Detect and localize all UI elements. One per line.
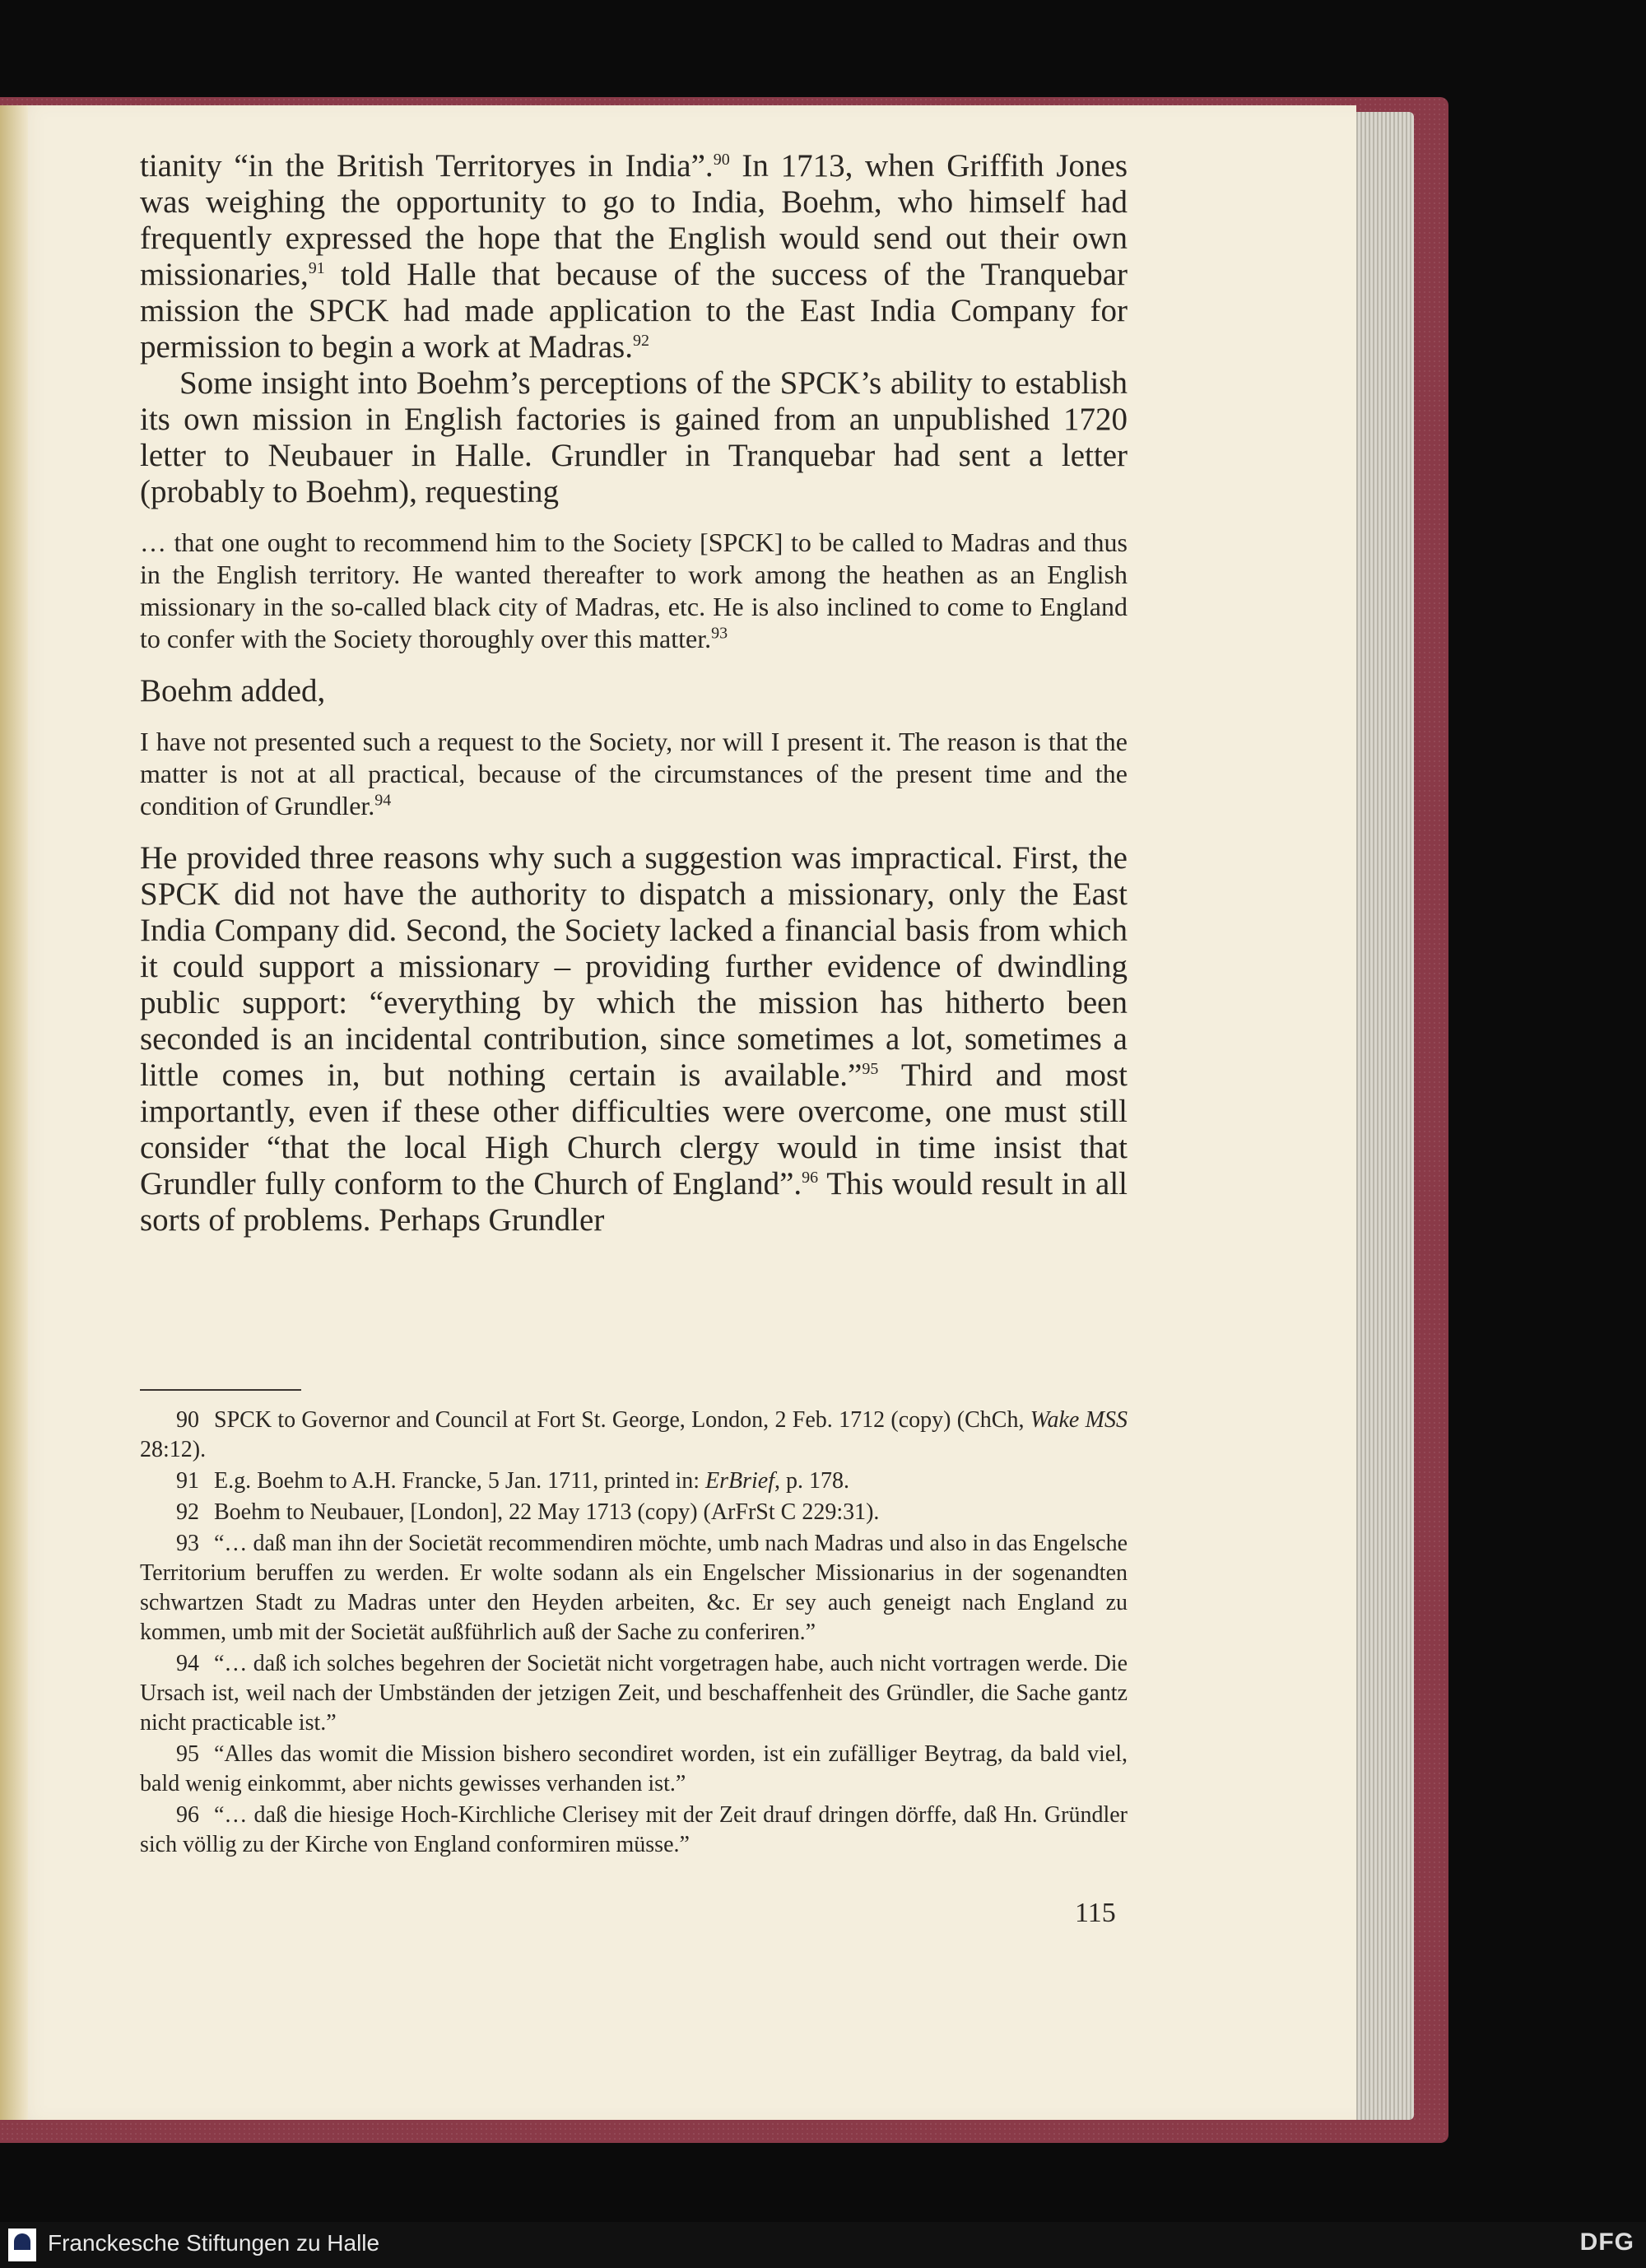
footnote-90 bbox=[140, 1406, 1128, 1465]
text-run: tianity “in the British Territoryes in India”. bbox=[140, 148, 714, 184]
text-run: told Halle that because of the success of the Tranquebar mission the SPCK had made application to the East India Company for permission to begin a work at Madras. bbox=[140, 257, 1128, 365]
footnote-number: 91 bbox=[176, 1468, 199, 1494]
footnote-text: “Alles das womit die Mission bishero secondiret worden, ist ein zufälliger Beytrag, da bald viel, bald wenig einkommt, aber nichts gewisses verhanden ist.” bbox=[140, 1741, 1128, 1796]
footnote-text: , p. 178. bbox=[774, 1468, 849, 1494]
block-quote-2 bbox=[140, 726, 1128, 822]
footnote-text: “… daß ich solches begehren der Societät nicht vorgetragen habe, auch nicht vortragen werde. Die Ursach ist, weil nach der Umbständen der jetzigen Zeit, und beschaffenheit des Gründler, die Sache gantz nicht practicable ist.” bbox=[140, 1651, 1128, 1736]
footnote-italic: Wake MSS bbox=[1030, 1407, 1128, 1433]
footnote-number: 93 bbox=[176, 1531, 199, 1556]
footnote-ref: 91 bbox=[308, 259, 325, 277]
page-gutter bbox=[0, 105, 28, 2120]
quote-text: I have not presented such a request to the Society, nor will I present it. The reason is that the matter is not at all practical, because of the circumstances of the present time and the condition of Grundler. bbox=[140, 727, 1128, 820]
text-run: He provided three reasons why such a suggestion was impractical. First, the SPCK did not have the authority to dispatch a missionary, only the East India Company did. Second, the Society lacked a financial basis from which it could support a missionary – providing further evidence of dwindling public support: “everything by which the mission has hitherto been seconded is an incidental contribution, since sometimes a lot, sometimes a little comes in, but nothing certain is available.” bbox=[140, 840, 1128, 1093]
quote-text: … that one ought to recommend him to the Society [SPCK] to be called to Madras and thus in the English territory. He wanted thereafter to work among the heathen as an English missionary in the so-called black city of Madras, etc. He is also inclined to come to England to confer with the Society thoroughly over this matter. bbox=[140, 527, 1128, 653]
footnote-text: “… daß die hiesige Hoch-Kirchliche Clerisey mit der Zeit drauf dringen dörffe, daß Hn. Gründler sich völlig zu der Kirche von England conformiren müsse.” bbox=[140, 1802, 1128, 1857]
paragraph-2: Some insight into Boehm’s perceptions of the SPCK’s ability to establish its own mission in English factories is gained from an unpublished 1720 letter to Neubauer in Halle. Grundler in Tranquebar had sent a letter (probably to Boehm), requesting bbox=[140, 365, 1128, 509]
footnote-number: 96 bbox=[176, 1802, 199, 1828]
footnote-91 bbox=[140, 1466, 1128, 1496]
footnotes bbox=[140, 1406, 1128, 1861]
footnote-number: 95 bbox=[176, 1741, 199, 1767]
footnote-93 bbox=[140, 1529, 1128, 1648]
paragraph-3 bbox=[140, 840, 1128, 1239]
boehm-added: Boehm added, bbox=[140, 673, 326, 709]
footnote-96 bbox=[140, 1801, 1128, 1860]
paragraph-1 bbox=[140, 148, 1128, 365]
dfg-logo: DFG bbox=[1579, 2228, 1634, 2256]
footnote-ref: 96 bbox=[802, 1169, 819, 1187]
footnote-text: Boehm to Neubauer, [London], 22 May 1713 (copy) (ArFrSt C 229:31). bbox=[214, 1499, 880, 1525]
footnote-text: 28:12). bbox=[140, 1437, 207, 1462]
footnote-ref: 94 bbox=[374, 791, 392, 810]
footnote-92 bbox=[140, 1498, 1128, 1527]
footnote-ref: 90 bbox=[713, 151, 730, 169]
footnote-ref: 95 bbox=[862, 1060, 879, 1078]
text-run: This would result in all sorts of problems. Perhaps Grundler bbox=[140, 1166, 1128, 1238]
text-run: In 1713, when Griffith Jones was weighing the opportunity to go to India, Boehm, who himself had frequently expressed the hope that the English would send out their own missionaries, bbox=[140, 148, 1128, 292]
footnote-94 bbox=[140, 1649, 1128, 1738]
block-quote-1 bbox=[140, 527, 1128, 655]
footnote-95 bbox=[140, 1740, 1128, 1799]
main-text bbox=[140, 148, 1128, 1239]
text-run: Third and most importantly, even if these other difficulties were overcome, one must still consider “that the local High Church clergy would in time insist that Grundler fully conform to the Church of England”. bbox=[140, 1057, 1128, 1201]
footnote-text: SPCK to Governor and Council at Fort St. George, London, 2 Feb. 1712 (copy) (ChCh, bbox=[214, 1407, 1030, 1433]
footnote-text: E.g. Boehm to A.H. Francke, 5 Jan. 1711, printed in: bbox=[214, 1468, 705, 1494]
library-logo-icon bbox=[8, 2228, 36, 2261]
footnote-number: 92 bbox=[176, 1499, 199, 1525]
footnote-number: 90 bbox=[176, 1407, 199, 1433]
footnote-ref: 93 bbox=[711, 624, 728, 643]
footnote-number: 94 bbox=[176, 1651, 199, 1676]
footnote-rule bbox=[140, 1389, 301, 1391]
footnote-italic: ErBrief bbox=[705, 1468, 774, 1494]
footnote-ref: 92 bbox=[632, 332, 649, 350]
library-name: Franckesche Stiftungen zu Halle bbox=[48, 2230, 380, 2256]
footnote-text: “… daß man ihn der Societät recommendiren möchte, umb nach Madras und also in das Engelsche Territorium beruffen zu werden. Er wolte sodann als ein Engelscher Missionarius in der sogenandten schwartzen Stadt zu Madras unter den Heyden arbeiten, &c. Er sey auch geneigt nach England zu kommen, umb mit der Societät außführlich auß der Sache zu conferiren.” bbox=[140, 1531, 1128, 1645]
page-number: 115 bbox=[1075, 1898, 1116, 1928]
viewer-footer bbox=[0, 2222, 1646, 2268]
